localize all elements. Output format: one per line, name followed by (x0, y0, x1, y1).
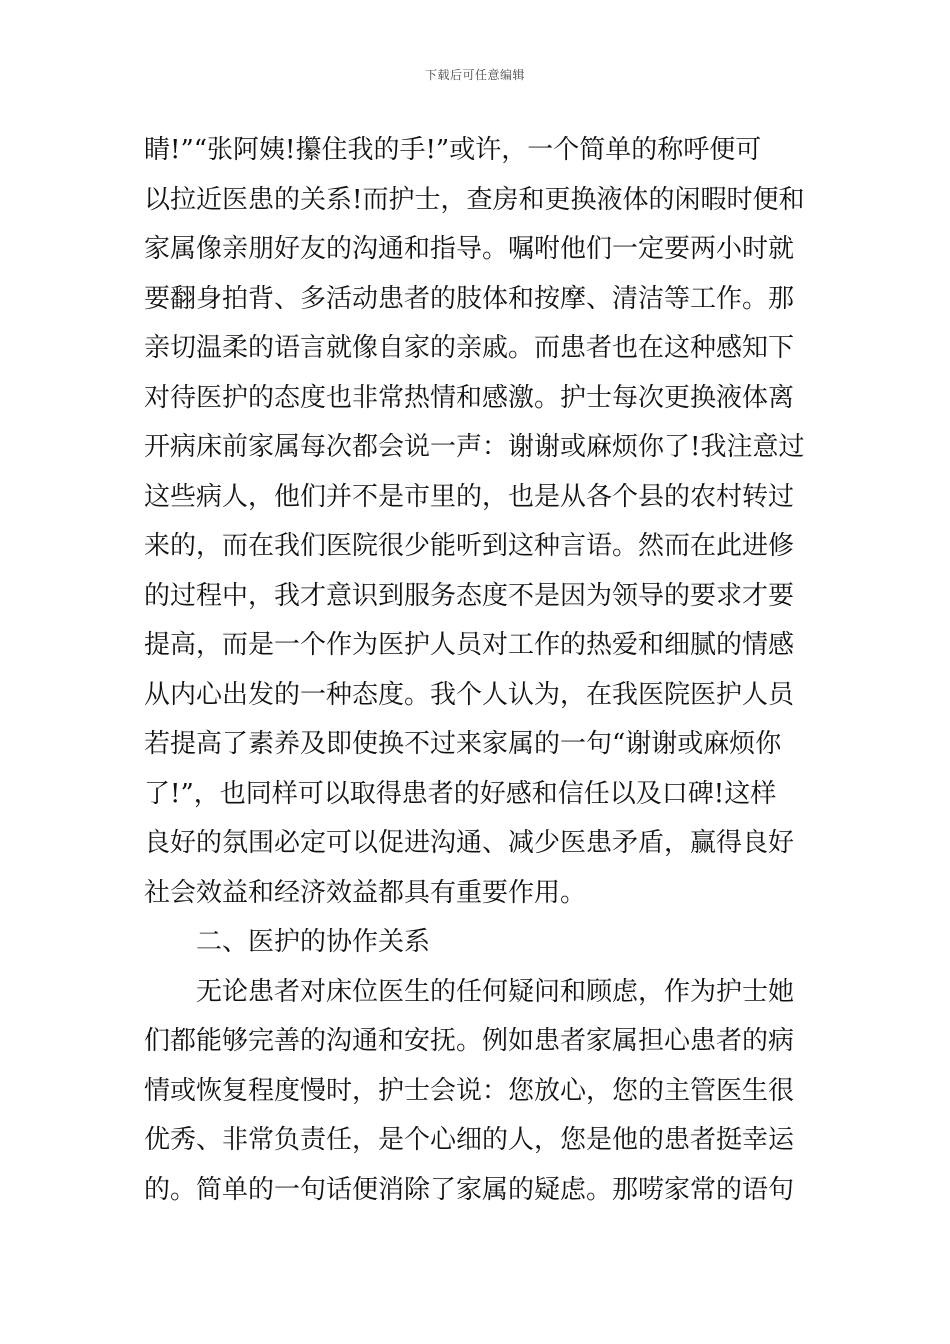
section-heading: 二、医护的协作关系 (196, 927, 431, 957)
text-line-1: 睛!”“张阿姨!攥住我的手!”或许，一个简单的称呼便可 (144, 135, 762, 165)
text-line-15: 良好的氛围必定可以促进沟通、减少医患矛盾，赢得良好 (144, 828, 795, 858)
text-line-14: 了!”，也同样可以取得患者的好感和信任以及口碑!这样 (144, 778, 777, 809)
text-line-2: 以拉近医患的关系!而护士，查房和更换液体的闲暇时便和 (144, 184, 805, 215)
text-line-11: 提高，而是一个作为医护人员对工作的热爱和细腻的情感 (144, 630, 795, 660)
text-line-16: 社会效益和经济效益都具有重要作用。 (144, 877, 587, 908)
body-text (144, 126, 808, 1215)
page-header: 下载后可任意编辑 (424, 68, 525, 82)
text-line-7: 开病床前家属每次都会说一声：谢谢或麻烦你了!我注意过 (144, 432, 805, 462)
text-line-13: 若提高了素养及即使换不过来家属的一句“谢谢或麻烦你 (144, 729, 782, 759)
text-line-9: 来的，而在我们医院很少能听到这种言语。然而在此进修 (144, 531, 795, 561)
text-line-22: 的。简单的一句话便消除了家属的疑虑。那唠家常的语句 (144, 1174, 795, 1205)
text-line-5: 亲切温柔的语言就像自家的亲戚。而患者也在这种感知下 (144, 333, 795, 363)
text-line-12: 从内心出发的一种态度。我个人认为，在我医院医护人员 (144, 679, 795, 710)
text-line-6: 对待医护的态度也非常热情和感激。护士每次更换液体离 (144, 382, 795, 413)
text-line-21: 优秀、非常负责任，是个心细的人，您是他的患者挺幸运 (144, 1125, 795, 1155)
text-line-18: 无论患者对床位医生的任何疑问和顾虑，作为护士她 (196, 976, 795, 1007)
text-line-20: 情或恢复程度慢时，护士会说：您放心，您的主管医生很 (144, 1075, 795, 1106)
text-line-10: 的过程中，我才意识到服务态度不是因为领导的要求才要 (144, 580, 795, 611)
text-line-3: 家属像亲朋好友的沟通和指导。嘱咐他们一定要两小时就 (144, 234, 795, 264)
text-line-19: 们都能够完善的沟通和安抚。例如患者家属担心患者的病 (144, 1026, 795, 1056)
text-line-4: 要翻身拍背、多活动患者的肢体和按摩、清洁等工作。那 (144, 283, 795, 314)
text-line-8: 这些病人，他们并不是市里的，也是从各个县的农村转过 (144, 481, 795, 512)
